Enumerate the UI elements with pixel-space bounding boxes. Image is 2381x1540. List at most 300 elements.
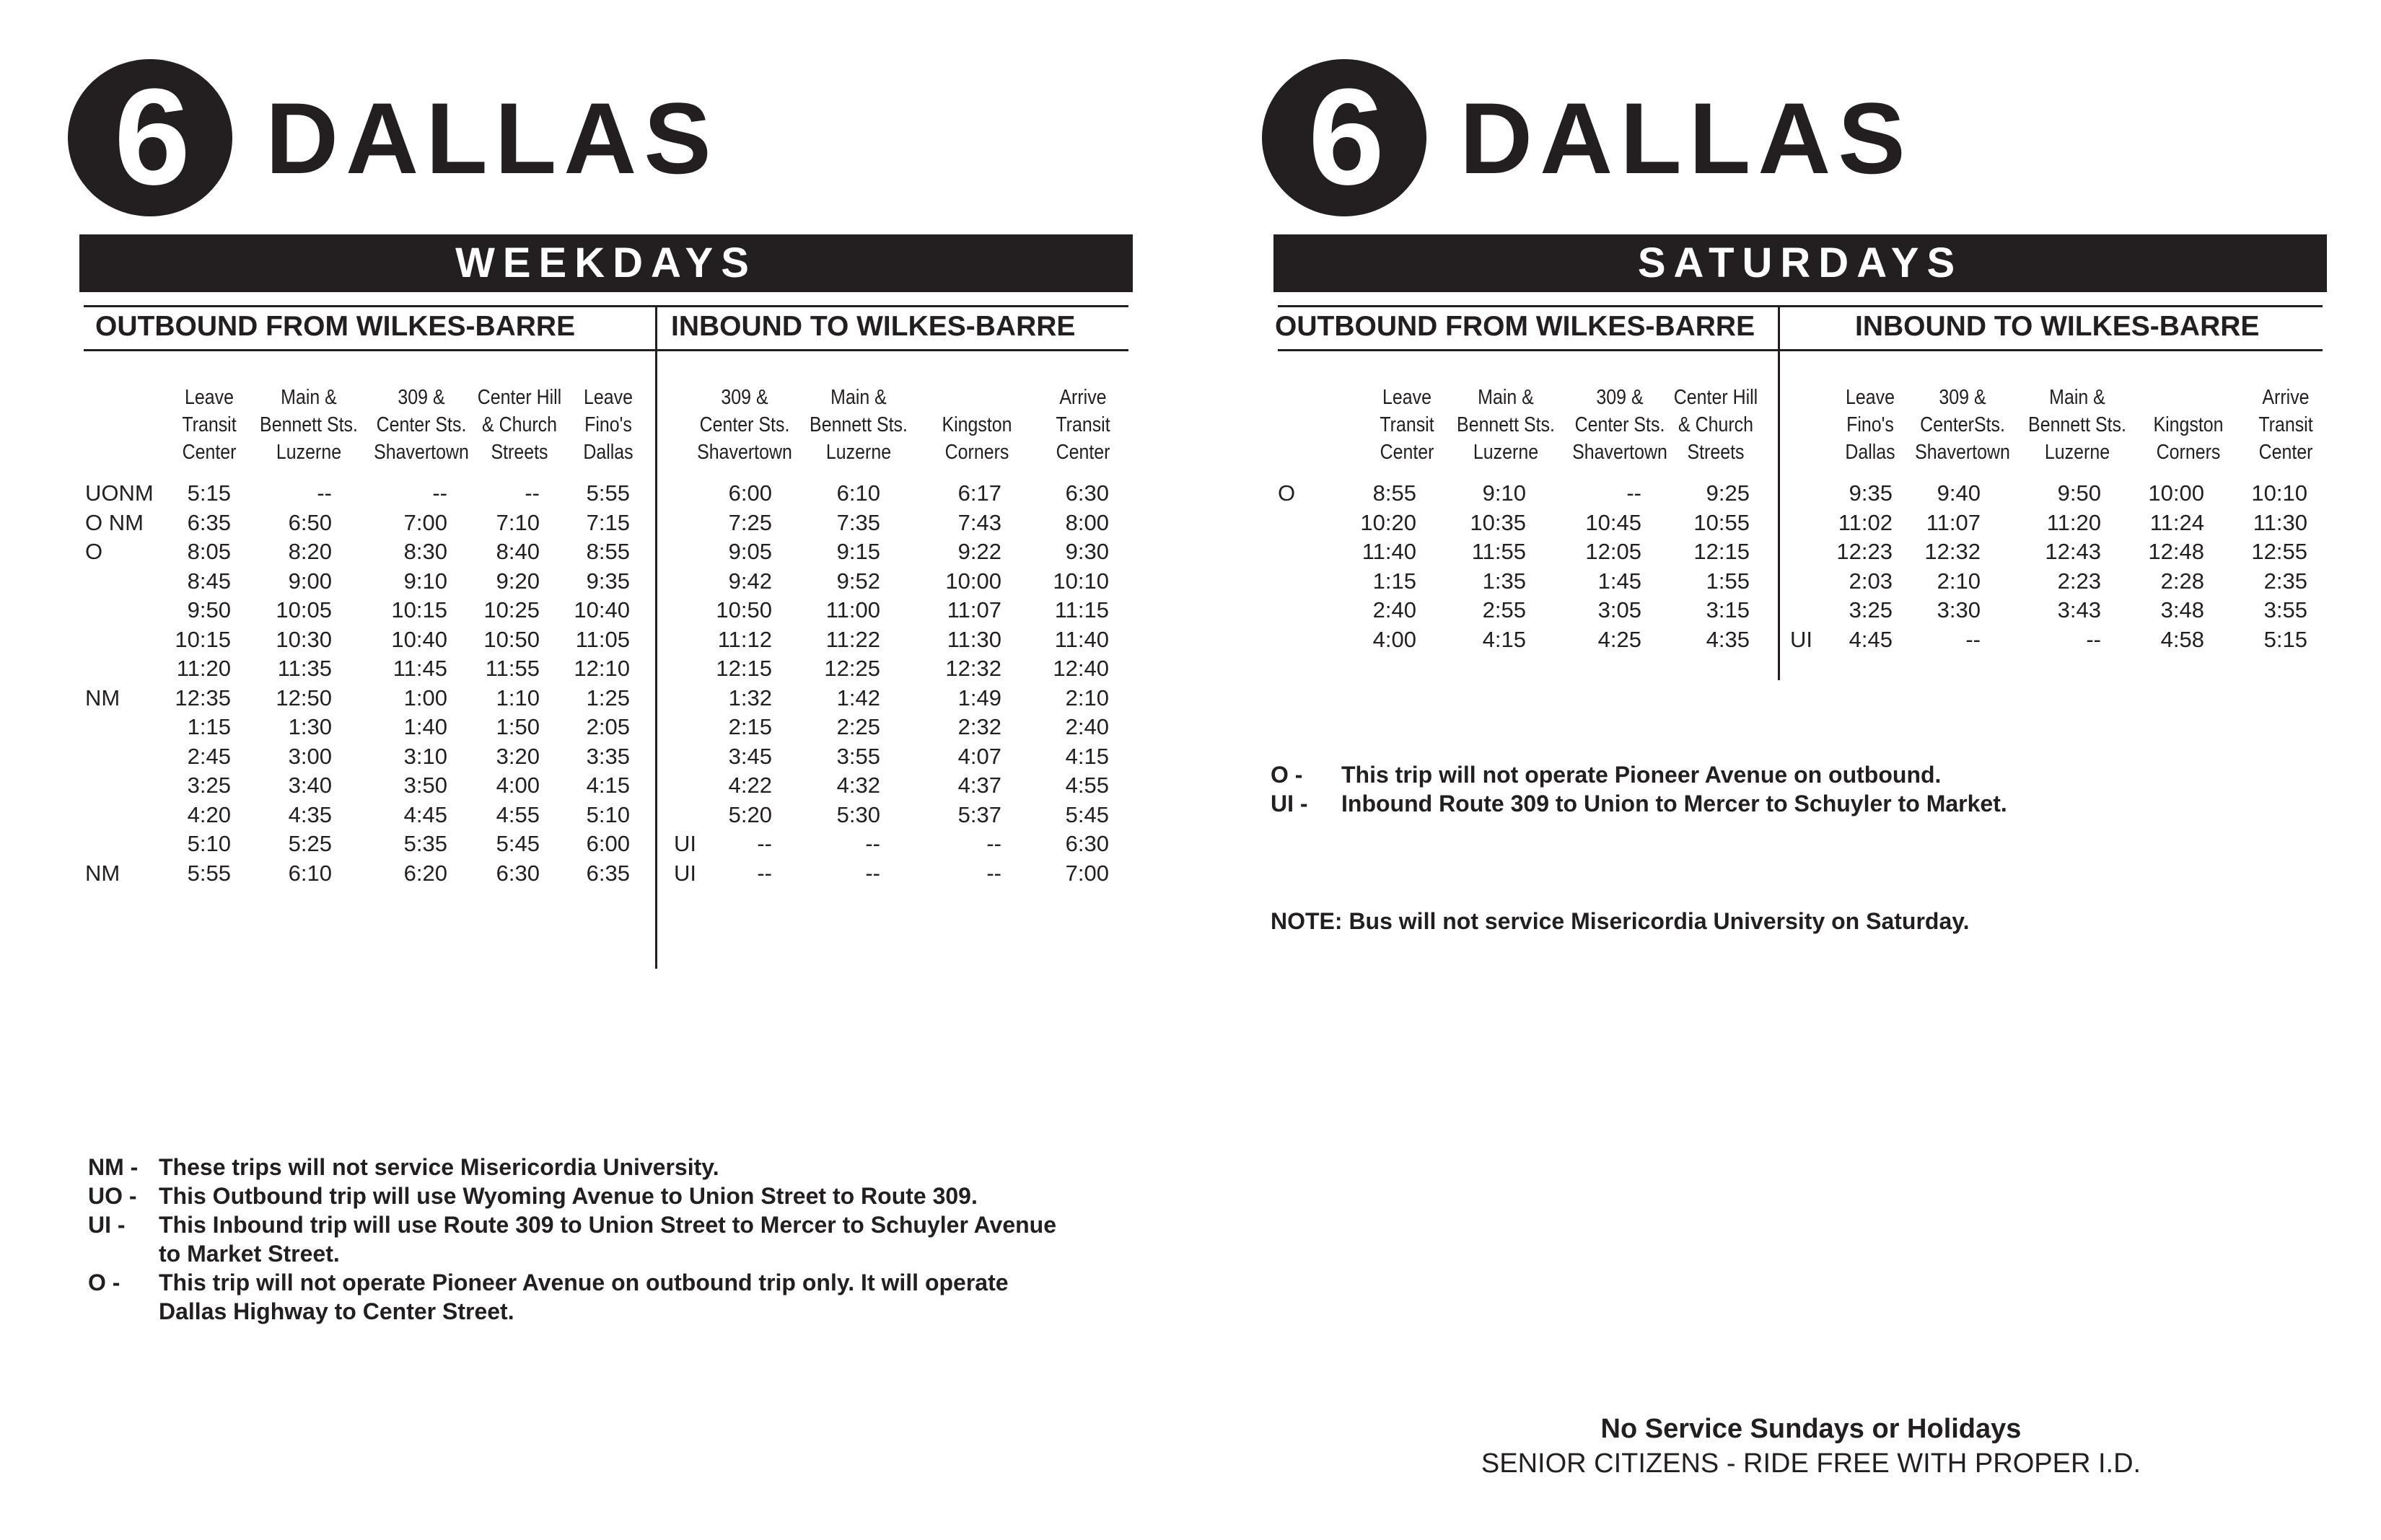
time-cell: 2:03 [1849,568,1893,594]
column-header-line: Leave [1382,386,1431,409]
time-cell: 2:55 [1482,597,1526,622]
time-cell: 3:55 [2263,597,2307,622]
time-cell: 9:00 [288,568,332,594]
saturday-inbound-title: INBOUND TO WILKES-BARRE [1855,311,2260,342]
time-cell: 12:40 [1053,656,1109,681]
footnote-line: This Outbound trip will use Wyoming Avenue to Union Street to Route 309. [159,1183,978,1209]
time-cell: 1:15 [187,714,231,739]
column-header-line: Main & [2049,386,2105,409]
time-cell: 9:40 [1937,480,1981,506]
weekday-outbound-title: OUTBOUND FROM WILKES-BARRE [95,311,576,342]
time-cell: 5:37 [957,801,1001,827]
time-cell: 10:00 [945,568,1001,594]
column-header [549,384,667,470]
time-cell: 9:35 [1849,480,1893,506]
time-cell: 6:35 [586,860,630,886]
time-cell: -- [757,860,772,886]
time-cell: 1:30 [288,714,332,739]
column-header-line: Center [1380,441,1434,464]
time-cell: 9:15 [836,539,880,564]
time-cell: 4:35 [1706,626,1750,652]
time-cell: 12:50 [276,685,332,710]
column-header-line: Streets [491,441,548,464]
weekday-panel [79,0,1133,1540]
column-header [250,384,367,470]
time-cell: 6:30 [1065,831,1109,856]
saturday-note: NOTE: Bus will not service Misericordia University on Saturday. [1271,908,1970,934]
time-cell: 5:10 [586,801,630,827]
time-cell: 10:15 [175,626,231,652]
time-cell: 4:15 [1065,743,1109,769]
time-cell: 11:20 [2046,509,2101,535]
footnote [88,1268,1134,1326]
saturday-outbound-title: OUTBOUND FROM WILKES-BARRE [1275,311,1755,342]
time-cell: 1:42 [836,685,880,710]
column-header-line: Fino's [1846,413,1894,436]
column-header-line: Bennett Sts. [810,413,908,436]
route-name: DALLAS [266,82,719,195]
time-cell: 1:00 [403,685,447,710]
time-cell: 4:00 [1372,626,1416,652]
column-header-line: Dallas [583,441,633,464]
time-cell: 6:30 [1065,480,1109,506]
time-cell: 8:00 [1065,509,1109,535]
time-cell: 4:58 [2160,626,2204,652]
column-header-line: Main & [830,386,887,409]
trip-code: UONM [85,480,154,506]
footnote-line: These trips will not service Misericordia University. [159,1154,719,1180]
time-cell: 9:10 [1482,480,1526,506]
time-cell: 5:35 [403,831,447,856]
time-cell: 12:23 [1836,539,1893,564]
time-cell: 8:55 [1372,480,1416,506]
time-cell: 1:45 [1597,568,1641,594]
time-cell: 11:20 [176,656,231,681]
saturdays-title: SATURDAYS [1273,234,2327,292]
time-cell: 11:30 [2253,509,2307,535]
footnote [1271,760,2317,789]
time-cell: 2:40 [1065,714,1109,739]
footnote-key: UI - [88,1212,126,1238]
time-cell: 9:25 [1706,480,1750,506]
time-cell: 4:07 [957,743,1001,769]
time-cell: 10:10 [1053,568,1109,594]
no-service-notice: No Service Sundays or Holidays [1600,1414,2022,1444]
time-cell: 4:45 [1849,626,1893,652]
time-cell: 7:43 [957,509,1001,535]
weekday-footnotes [88,1153,1134,1326]
route-name: DALLAS [1460,82,1913,195]
time-cell: 6:50 [288,509,332,535]
time-cell: 10:50 [483,626,540,652]
time-cell: 4:22 [728,773,772,798]
column-header-line: Main & [1478,386,1534,409]
footnote-text [159,1210,1056,1268]
time-cell: 9:50 [187,597,231,622]
column-header-line: 309 & [1939,386,1986,409]
footnote-line: This Inbound trip will use Route 309 to Union Street to Mercer to Schuyler Avenue [159,1212,1057,1238]
time-cell: 11:07 [947,597,1001,622]
time-cell: 2:15 [728,714,772,739]
column-header-line: Transit [2258,413,2313,436]
column-header [799,384,917,470]
weekday-direction-header [84,305,1128,351]
time-cell: 4:20 [187,801,231,827]
column-header-line: Luzerne [2044,441,2110,464]
footnote-line: Dallas Highway to Center Street. [159,1298,514,1324]
column-header-line: Dallas [1845,441,1895,464]
column-header-line: Transit [1380,413,1434,436]
time-cell: 3:35 [586,743,630,769]
time-cell: 3:50 [403,773,447,798]
trip-code: O [1278,480,1296,506]
time-cell: 11:40 [1054,626,1109,652]
route-number-badge [68,59,232,216]
column-header-line: CenterSts. [1920,413,2005,436]
time-cell: 1:40 [403,714,447,739]
column-header-line: & Church [482,413,557,436]
trip-code: NM [85,860,120,886]
time-cell: 8:45 [187,568,231,594]
time-cell: 11:00 [825,597,880,622]
column-header [1657,384,1774,470]
column-header-line: Kingston [942,413,1012,436]
time-cell: 9:30 [1065,539,1109,564]
time-cell: -- [865,831,880,856]
time-cell: 11:45 [393,656,447,681]
footnote-text [159,1182,978,1210]
footnote-key: UO - [88,1183,137,1209]
column-header-line: Center Sts. [1574,413,1665,436]
footnote-key: O - [1271,762,1303,788]
column-header-line: Bennett Sts. [1457,413,1555,436]
column-header-line: Center Sts. [376,413,467,436]
time-cell: 1:15 [1372,568,1416,594]
time-cell: 4:32 [836,773,880,798]
time-cell: -- [432,480,447,506]
column-header-line: Luzerne [1473,441,1539,464]
column-header-line: Kingston [2153,413,2224,436]
column-header-line: Bennett Sts. [2028,413,2126,436]
time-cell: 9:22 [957,539,1001,564]
route-number: 6 [114,61,186,214]
time-cell: 10:45 [1585,509,1641,535]
time-cell: 5:55 [187,860,231,886]
column-header-line: Transit [1056,413,1110,436]
time-cell: 12:48 [2148,539,2204,564]
column-header-line: Center [2258,441,2313,464]
time-cell: -- [757,831,772,856]
time-cell: 10:10 [2251,480,2307,506]
time-cell: 4:37 [957,773,1001,798]
time-cell: 5:20 [728,801,772,827]
footnote-text [1341,789,2007,818]
time-cell: 1:32 [728,685,772,710]
time-cell: 6:00 [728,480,772,506]
time-cell: 6:00 [586,831,630,856]
time-cell: 10:25 [483,597,540,622]
time-cell: 5:25 [288,831,332,856]
route-number-badge [1262,59,1426,216]
time-cell: 11:30 [947,626,1001,652]
time-cell: 11:05 [575,626,630,652]
column-header [1447,384,1564,470]
time-cell: 11:55 [485,656,540,681]
time-cell: 7:00 [403,509,447,535]
senior-citizens-notice: SENIOR CITIZENS - RIDE FREE WITH PROPER I.D. [1481,1448,2141,1479]
footnote-line: This trip will not operate Pioneer Avenue on outbound. [1341,762,1942,788]
time-cell: 5:45 [1065,801,1109,827]
time-cell: 3:48 [2160,597,2204,622]
time-cell: 6:30 [496,860,540,886]
time-cell: -- [986,860,1001,886]
time-cell: 3:43 [2057,597,2101,622]
time-cell: 8:40 [496,539,540,564]
time-cell: 2:10 [1937,568,1981,594]
time-cell: 7:10 [496,509,540,535]
time-cell: 10:30 [276,626,332,652]
time-cell: 4:55 [496,801,540,827]
time-cell: 5:45 [496,831,540,856]
time-cell: 2:23 [2057,568,2101,594]
time-cell: 8:20 [288,539,332,564]
time-cell: 1:35 [1482,568,1526,594]
time-cell: 1:49 [957,685,1001,710]
column-header [1903,384,2021,470]
time-cell: 4:45 [403,801,447,827]
time-cell: 9:10 [403,568,447,594]
time-cell: 3:45 [728,743,772,769]
trip-code: O [85,539,103,564]
time-cell: 11:22 [825,626,880,652]
time-cell: 5:15 [2263,626,2307,652]
time-cell: 12:05 [1585,539,1641,564]
trip-code: O NM [85,509,144,535]
time-cell: -- [2086,626,2101,652]
footnote-text [159,1153,719,1182]
footnote-key: UI - [1271,791,1308,817]
time-cell: 11:55 [1471,539,1526,564]
saturday-footnotes [1271,760,2317,818]
column-header-line: Main & [281,386,337,409]
time-cell: 3:30 [1937,597,1981,622]
footnote [1271,789,2317,818]
column-header-line: Corners [2156,441,2221,464]
time-cell: 9:42 [728,568,772,594]
time-cell: 12:32 [945,656,1001,681]
time-cell: -- [1965,626,1981,652]
time-cell: 3:20 [496,743,540,769]
time-cell: 6:20 [403,860,447,886]
time-cell: 8:55 [586,539,630,564]
time-cell: 9:50 [2057,480,2101,506]
column-header-line: 309 & [1596,386,1644,409]
footnote-line: to Market Street. [159,1241,340,1267]
time-cell: 2:45 [187,743,231,769]
column-header-line: Luzerne [825,441,892,464]
time-cell: 11:07 [1926,509,1981,535]
time-cell: 2:35 [2263,568,2307,594]
time-cell: 10:05 [276,597,332,622]
time-cell: 12:32 [1924,539,1981,564]
time-cell: 12:10 [574,656,630,681]
column-header-line: Leave [1846,386,1895,409]
trip-code: UI [674,860,696,886]
time-cell: 4:25 [1597,626,1641,652]
time-cell: 3:40 [288,773,332,798]
time-cell: 12:35 [175,685,231,710]
time-cell: 6:35 [187,509,231,535]
column-header-line: Arrive [1059,386,1107,409]
time-cell: 6:10 [288,860,332,886]
time-cell: -- [986,831,1001,856]
footnote [88,1153,1134,1182]
column-header-line: Center Hill [1673,386,1758,409]
time-cell: 7:35 [836,509,880,535]
time-cell: 12:15 [1693,539,1750,564]
route-header [79,59,1133,218]
time-cell: -- [1626,480,1641,506]
saturday-direction-divider [1778,305,1780,680]
time-cell: 5:55 [586,480,630,506]
time-cell: 5:30 [836,801,880,827]
time-cell: 10:50 [716,597,772,622]
trip-code: NM [85,685,120,710]
column-header [1024,384,1141,470]
time-cell: 11:12 [717,626,772,652]
time-cell: 2:28 [2160,568,2204,594]
time-cell: 11:24 [2149,509,2204,535]
time-cell: 5:10 [187,831,231,856]
column-header-line: Shavertown [1572,441,1667,464]
time-cell: 1:55 [1706,568,1750,594]
time-cell: 3:55 [836,743,880,769]
footnote-key: NM - [88,1154,139,1180]
column-header-line: Streets [1687,441,1745,464]
time-cell: 9:05 [728,539,772,564]
time-cell: 1:25 [586,685,630,710]
time-cell: 12:25 [824,656,880,681]
column-header-line: Shavertown [1915,441,2010,464]
trip-code: UI [674,831,696,856]
column-header-line: Luzerne [276,441,342,464]
time-cell: -- [525,480,540,506]
time-cell: 12:15 [716,656,772,681]
time-cell: 11:02 [1838,509,1893,535]
footnote [88,1182,1134,1210]
time-cell: 1:10 [496,685,540,710]
time-cell: 7:00 [1065,860,1109,886]
time-cell: 11:15 [1054,597,1109,622]
time-cell: 2:25 [836,714,880,739]
time-cell: 4:35 [288,801,332,827]
time-cell: 8:30 [403,539,447,564]
time-cell: 3:00 [288,743,332,769]
time-cell: 2:40 [1372,597,1416,622]
time-cell: 2:32 [957,714,1001,739]
time-cell: 7:25 [728,509,772,535]
column-header-line: Fino's [584,413,632,436]
time-cell: 7:15 [586,509,630,535]
time-cell: -- [865,860,880,886]
time-cell: 10:55 [1693,509,1750,535]
footnote [88,1210,1134,1268]
time-cell: -- [317,480,332,506]
footnote-line: This trip will not operate Pioneer Avenue on outbound trip only. It will operate [159,1270,1009,1295]
time-cell: 8:05 [187,539,231,564]
time-cell: 11:35 [277,656,332,681]
column-header [2018,384,2136,470]
column-header-line [918,384,1035,411]
saturday-direction-header [1275,305,2323,351]
column-header-line: Shavertown [697,441,792,464]
time-cell: 11:40 [1361,539,1416,564]
time-cell: 3:25 [187,773,231,798]
time-cell: 4:55 [1065,773,1109,798]
weekdays-title: WEEKDAYS [79,234,1133,292]
time-cell: 10:15 [391,597,447,622]
time-cell: 3:10 [403,743,447,769]
column-header-line: 309 & [721,386,768,409]
time-cell: 9:20 [496,568,540,594]
route-header [1273,59,2327,218]
column-header [685,384,803,470]
footnote-text [159,1268,1009,1326]
footnote-line: Inbound Route 309 to Union to Mercer to Schuyler to Market. [1341,791,2007,817]
column-header-line: Center [1056,441,1110,464]
time-cell: 2:05 [586,714,630,739]
column-header-line: Corners [944,441,1009,464]
weekday-inbound-title: INBOUND TO WILKES-BARRE [671,311,1076,342]
time-cell: 3:25 [1849,597,1893,622]
column-header-line: Bennett Sts. [260,413,358,436]
trip-code: UI [1790,626,1812,652]
column-header-line: Leave [584,386,633,409]
time-cell: 10:40 [574,597,630,622]
time-cell: 9:52 [836,568,880,594]
column-header-line: & Church [1678,413,1753,436]
column-header [2227,384,2344,470]
time-cell: 5:15 [187,480,231,506]
time-cell: 10:00 [2148,480,2204,506]
column-header-line: Center Sts. [699,413,790,436]
column-header-line: Transit [182,413,237,436]
time-cell: 6:17 [957,480,1001,506]
time-cell: 10:20 [1360,509,1416,535]
route-number: 6 [1308,61,1380,214]
time-cell: 4:15 [1482,626,1526,652]
time-cell: 4:00 [496,773,540,798]
time-cell: 12:43 [2045,539,2101,564]
column-header-line: 309 & [398,386,445,409]
time-cell: 9:35 [586,568,630,594]
time-cell: 1:50 [496,714,540,739]
time-cell: 10:35 [1470,509,1526,535]
time-cell: 3:05 [1597,597,1641,622]
time-cell: 6:10 [836,480,880,506]
column-header-line: Center Hill [477,386,562,409]
time-cell: 2:10 [1065,685,1109,710]
column-header-line: Shavertown [374,441,469,464]
time-cell: 12:55 [2251,539,2307,564]
column-header [918,384,1035,470]
time-cell: 3:15 [1706,597,1750,622]
time-cell: 4:15 [586,773,630,798]
column-header-line: Leave [185,386,234,409]
footnote-key: O - [88,1270,120,1295]
column-header-line: Center [182,441,237,464]
footnote-text [1341,760,1941,789]
